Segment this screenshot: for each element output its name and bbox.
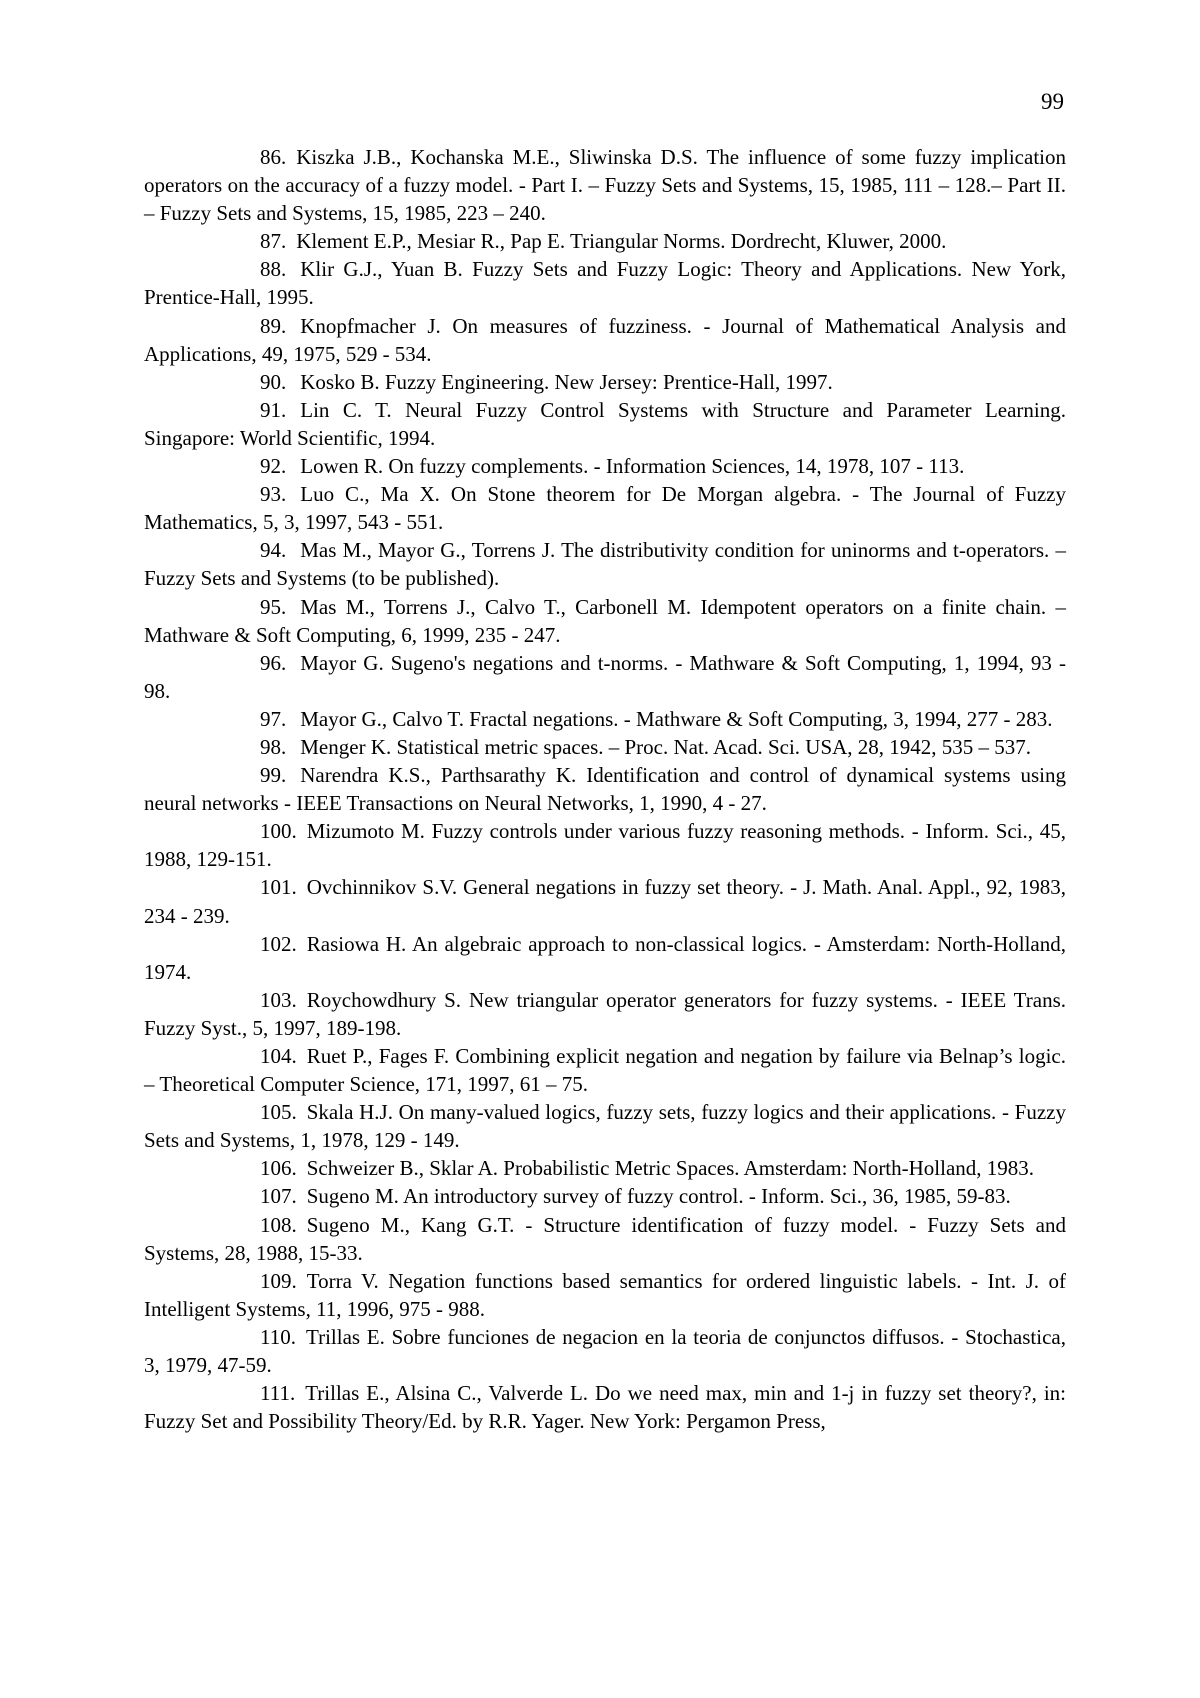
reference-item: [144, 986, 1066, 1042]
reference-item: [144, 873, 1066, 929]
reference-text: Trillas E., Alsina C., Valverde L. Do we need max, min and 1-j in fuzzy set theory?, in: Fuzzy Set and Possibility Theory/Ed. by R.R. Yager. New York: Pergamon Press,: [144, 1381, 1066, 1434]
reference-number: 89.: [260, 313, 287, 338]
page-number: 99: [1041, 89, 1064, 114]
reference-text: Ruet P., Fages F. Combining explicit negation and negation by failure via Belnap’s logic. – Theoretical Computer Science, 171, 1997, 61 – 75.: [144, 1044, 1066, 1097]
reference-text: Mizumoto M. Fuzzy controls under various fuzzy reasoning methods. - Inform. Sci., 45, 1988, 129-151.: [144, 819, 1066, 872]
reference-number: 110.: [260, 1324, 296, 1349]
reference-number: 96.: [260, 650, 287, 675]
reference-number: 95.: [260, 594, 287, 619]
reference-item: [144, 649, 1066, 705]
reference-number: 90.: [260, 369, 287, 394]
reference-item: [144, 143, 1066, 227]
reference-text: Kiszka J.B., Kochanska M.E., Sliwinska D.S. The influence of some fuzzy implication operators on the accuracy of a fuzzy model. - Part I. – Fuzzy Sets and Systems, 15, 1985, 111 – 128.– Part II. – Fuzzy Sets and Systems, 15, 1985, 223 – 240.: [144, 145, 1066, 226]
reference-text: Skala H.J. On many-valued logics, fuzzy sets, fuzzy logics and their applications. - Fuzzy Sets and Systems, 1, 1978, 129 - 149.: [144, 1100, 1066, 1153]
reference-item: [144, 1379, 1066, 1435]
reference-text: Mas M., Torrens J., Calvo T., Carbonell M. Idempotent operators on a finite chain. – Mathware & Soft Computing, 6, 1999, 235 - 247.: [144, 594, 1066, 647]
reference-item: [144, 255, 1066, 311]
reference-number: 99.: [260, 763, 287, 788]
reference-number: 91.: [260, 397, 287, 422]
reference-number: 106.: [260, 1156, 297, 1181]
reference-number: 101.: [260, 875, 297, 900]
reference-item: [144, 312, 1066, 368]
reference-item: [144, 227, 1066, 255]
reference-item: [144, 452, 1066, 480]
reference-item: [144, 1323, 1066, 1379]
reference-text: Menger K. Statistical metric spaces. – Proc. Nat. Acad. Sci. USA, 28, 1942, 535 – 537.: [300, 734, 1032, 759]
reference-number: 111.: [260, 1381, 296, 1406]
reference-number: 104.: [260, 1044, 297, 1068]
reference-number: 102.: [260, 931, 297, 956]
reference-text: Klir G.J., Yuan B. Fuzzy Sets and Fuzzy Logic: Theory and Applications. New York, Prentice-Hall, 1995.: [144, 257, 1066, 310]
reference-text: Narendra K.S., Parthsarathy K. Identification and control of dynamical systems using neural networks - IEEE Transactions on Neural Networks, 1, 1990, 4 - 27.: [144, 763, 1066, 816]
reference-text: Rasiowa H. An algebraic approach to non-classical logics. - Amsterdam: North-Holland, 1974.: [144, 931, 1066, 984]
reference-text: Luo C., Ma X. On Stone theorem for De Morgan algebra. - The Journal of Fuzzy Mathematics, 5, 3, 1997, 543 - 551.: [144, 482, 1066, 535]
reference-text: Mas M., Mayor G., Torrens J. The distributivity condition for uninorms and t-operators. – Fuzzy Sets and Systems (to be published).: [144, 538, 1066, 591]
reference-list: [144, 143, 1066, 1435]
reference-text: Lowen R. On fuzzy complements. - Information Sciences, 14, 1978, 107 - 113.: [300, 454, 965, 479]
reference-text: Torra V. Negation functions based semantics for ordered linguistic labels. - Int. J. of Intelligent Systems, 11, 1996, 975 - 988.: [144, 1268, 1066, 1321]
reference-text: Sugeno M., Kang G.T. - Structure identification of fuzzy model. - Fuzzy Sets and Systems, 28, 1988, 15-33.: [144, 1212, 1066, 1265]
reference-item: [144, 1211, 1066, 1267]
reference-item: [144, 705, 1066, 733]
reference-number: 107.: [260, 1184, 297, 1209]
reference-number: 94.: [260, 538, 287, 563]
reference-number: 109.: [260, 1268, 297, 1293]
reference-number: 88.: [260, 257, 287, 282]
reference-item: [144, 1098, 1066, 1154]
reference-number: 108.: [260, 1212, 297, 1237]
reference-item: [144, 1154, 1066, 1182]
reference-item: [144, 368, 1066, 396]
reference-item: [144, 396, 1066, 452]
reference-item: [144, 536, 1066, 592]
reference-item: [144, 761, 1066, 817]
reference-text: Lin C. T. Neural Fuzzy Control Systems with Structure and Parameter Learning. Singapore: World Scientific, 1994.: [144, 397, 1066, 450]
reference-number: 87.: [260, 229, 287, 254]
reference-text: Klement E.P., Mesiar R., Pap E. Triangular Norms. Dordrecht, Kluwer, 2000.: [296, 229, 947, 254]
reference-item: [144, 593, 1066, 649]
reference-item: [144, 1042, 1066, 1098]
reference-item: [144, 817, 1066, 873]
reference-number: 105.: [260, 1100, 297, 1125]
reference-item: [144, 1182, 1066, 1210]
reference-item: [144, 1267, 1066, 1323]
reference-item: [144, 480, 1066, 536]
reference-text: Sugeno M. An introductory survey of fuzzy control. - Inform. Sci., 36, 1985, 59-83.: [306, 1184, 1011, 1209]
reference-number: 92.: [260, 454, 287, 479]
reference-text: Ovchinnikov S.V. General negations in fuzzy set theory. - J. Math. Anal. Appl., 92, 1983, 234 - 239.: [144, 875, 1066, 928]
reference-number: 100.: [260, 819, 297, 844]
reference-text: Kosko B. Fuzzy Engineering. New Jersey: Prentice-Hall, 1997.: [300, 369, 833, 394]
reference-number: 103.: [260, 987, 297, 1012]
reference-text: Mayor G. Sugeno's negations and t-norms. - Mathware & Soft Computing, 1, 1994, 93 - 98.: [144, 650, 1066, 703]
reference-number: 98.: [260, 734, 287, 759]
reference-text: Mayor G., Calvo T. Fractal negations. - Mathware & Soft Computing, 3, 1994, 277 - 283.: [300, 706, 1053, 731]
reference-number: 86.: [260, 145, 287, 169]
reference-number: 97.: [260, 706, 287, 731]
reference-text: Roychowdhury S. New triangular operator generators for fuzzy systems. - IEEE Trans. Fuzzy Syst., 5, 1997, 189-198.: [144, 987, 1066, 1040]
reference-item: [144, 930, 1066, 986]
reference-text: Knopfmacher J. On measures of fuzziness. - Journal of Mathematical Analysis and Applications, 49, 1975, 529 - 534.: [144, 313, 1066, 366]
reference-text: Trillas E. Sobre funciones de negacion en la teoria de conjunctos diffusos. - Stochastica, 3, 1979, 47-59.: [144, 1324, 1066, 1378]
reference-item: [144, 733, 1066, 761]
reference-number: 93.: [260, 482, 287, 507]
reference-text: Schweizer B., Sklar A. Probabilistic Metric Spaces. Amsterdam: North-Holland, 1983.: [306, 1156, 1035, 1181]
